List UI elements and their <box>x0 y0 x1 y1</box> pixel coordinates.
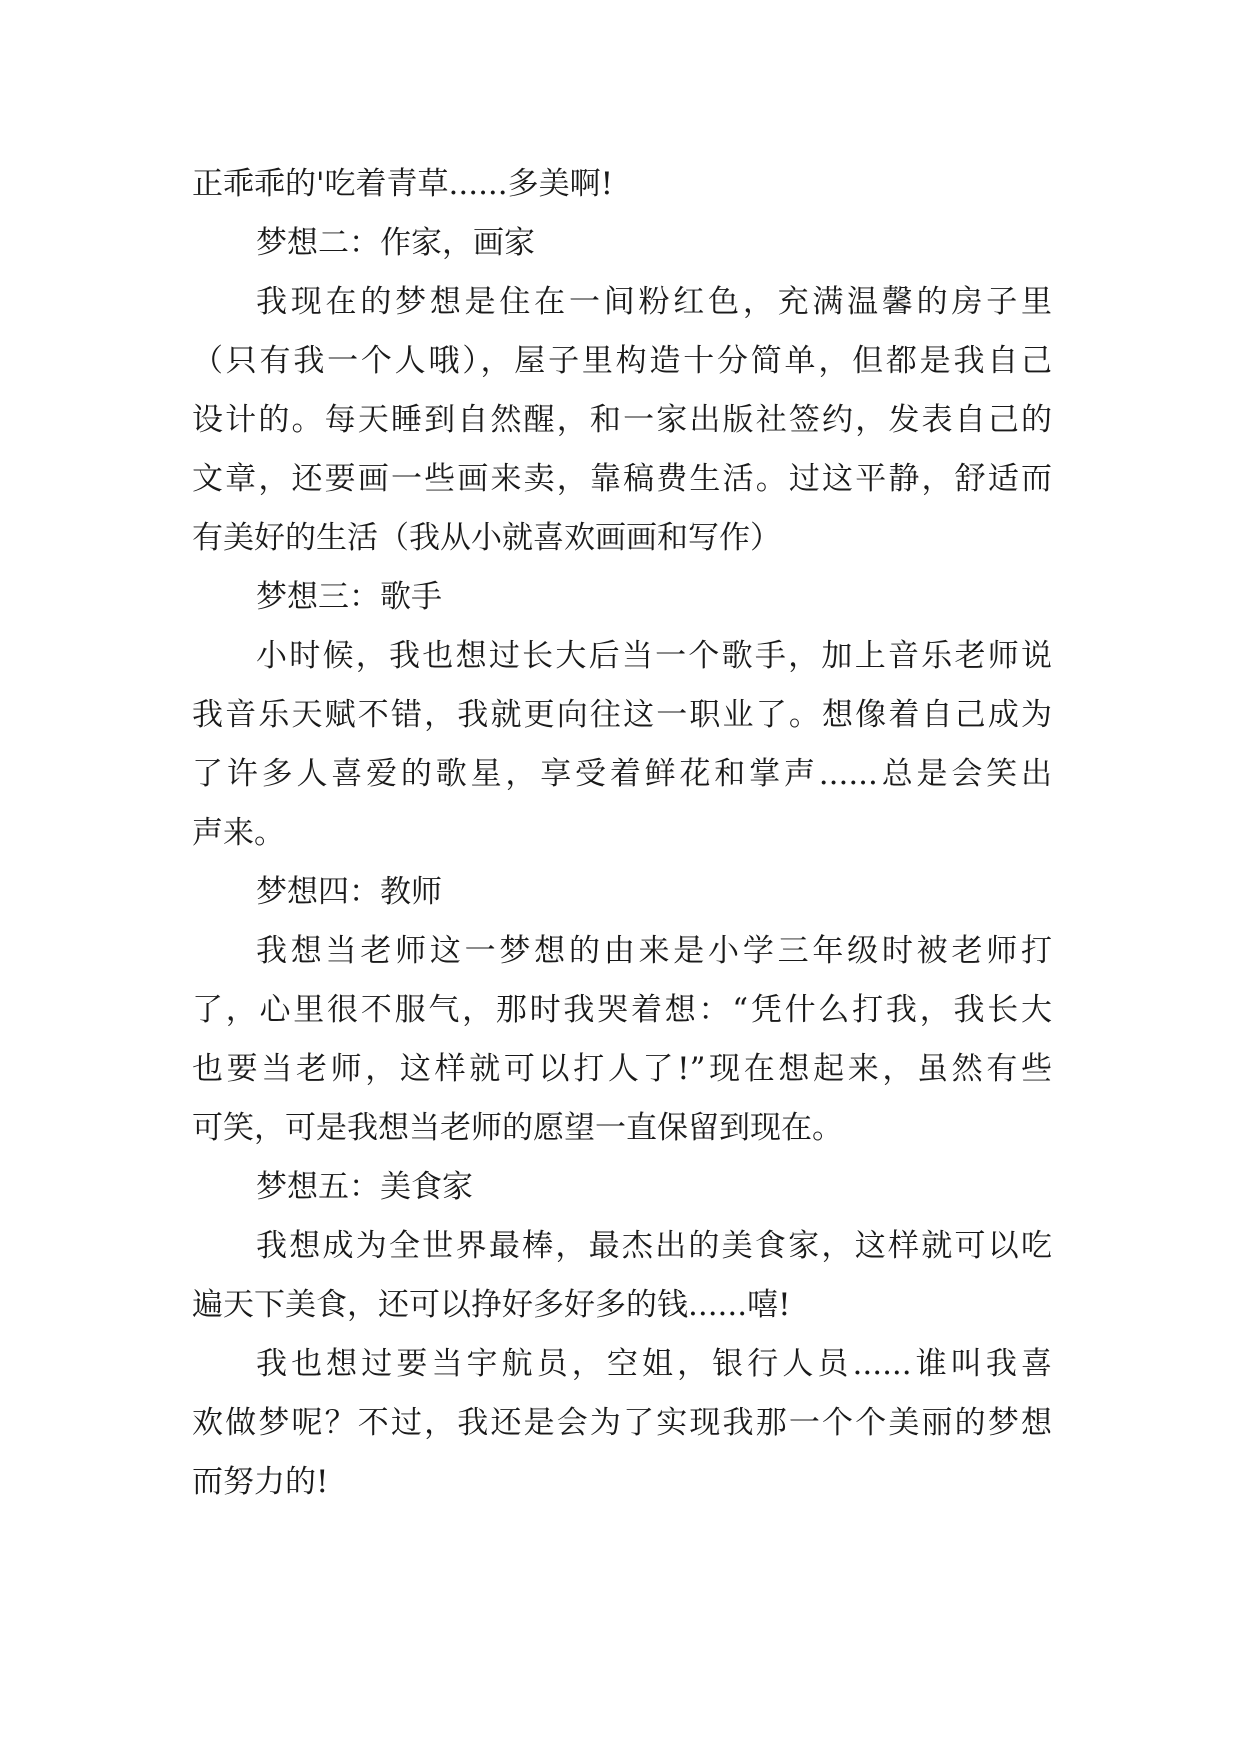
section-heading-dream-2: 梦想二：作家，画家 <box>256 225 535 261</box>
paragraph-line: 声来。 <box>192 815 285 851</box>
paragraph-line: 我想当老师这一梦想的由来是小学三年级时被老师打 <box>256 933 1052 969</box>
paragraph-line: 也要当老师，这样就可以打人了!”现在想起来，虽然有些 <box>192 1051 1052 1087</box>
paragraph-line: 设计的。每天睡到自然醒，和一家出版社签约，发表自己的 <box>192 402 1052 438</box>
paragraph-line: 小时候，我也想过长大后当一个歌手，加上音乐老师说 <box>256 638 1052 674</box>
paragraph-line: 文章，还要画一些画来卖，靠稿费生活。过这平静，舒适而 <box>192 461 1052 497</box>
paragraph-line: 我想成为全世界最棒，最杰出的美食家，这样就可以吃 <box>256 1228 1052 1264</box>
paragraph-line: 遍天下美食，还可以挣好多好多的钱......嘻! <box>192 1287 791 1323</box>
paragraph-line: （只有我一个人哦），屋子里构造十分简单，但都是我自己 <box>192 343 1052 379</box>
paragraph-line: 我也想过要当宇航员，空姐，银行人员......谁叫我喜 <box>256 1346 1052 1382</box>
paragraph-line: 我现在的梦想是住在一间粉红色，充满温馨的房子里 <box>256 284 1052 320</box>
paragraph-line: 正乖乖的'吃着青草......多美啊! <box>192 166 614 202</box>
paragraph-line: 欢做梦呢？不过，我还是会为了实现我那一个个美丽的梦想 <box>192 1405 1052 1441</box>
section-heading-dream-5: 梦想五：美食家 <box>256 1169 473 1205</box>
paragraph-line: 了，心里很不服气，那时我哭着想：“凭什么打我，我长大 <box>192 992 1052 1028</box>
document-body <box>192 155 1052 1512</box>
section-heading-dream-4: 梦想四：教师 <box>256 874 442 910</box>
paragraph-line: 了许多人喜爱的歌星，享受着鲜花和掌声......总是会笑出 <box>192 756 1052 792</box>
paragraph-line: 而努力的! <box>192 1464 329 1500</box>
paragraph-line: 可笑，可是我想当老师的愿望一直保留到现在。 <box>192 1110 843 1146</box>
paragraph-line: 我音乐天赋不错，我就更向往这一职业了。想像着自己成为 <box>192 697 1052 733</box>
section-heading-dream-3: 梦想三：歌手 <box>256 579 442 615</box>
paragraph-line: 有美好的生活（我从小就喜欢画画和写作） <box>192 520 781 556</box>
